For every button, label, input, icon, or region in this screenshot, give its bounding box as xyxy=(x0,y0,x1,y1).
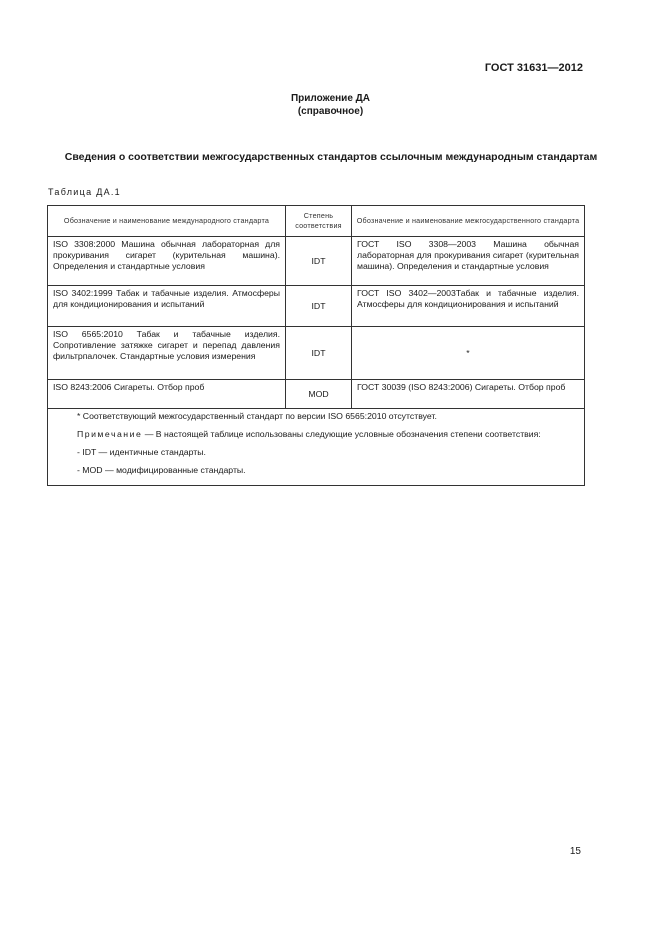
footnote: * Соответствующий межгосударственный стандарт по версии ISO 6565:2010 отсутствует. xyxy=(77,411,437,421)
section-title: Сведения о соответствии межгосударственных стандартов ссылочным международным стандартам xyxy=(64,151,598,163)
note-label: Примечание xyxy=(77,429,143,439)
cell-national: ГОСТ ISO 3308—2003 Машина обычная лабораторная для прокуривания сигарет (курительная машина). Определения и стандартные условия xyxy=(352,237,585,286)
table-notes-row xyxy=(48,409,585,486)
cell-degree: IDT xyxy=(286,327,352,380)
cell-national: * xyxy=(352,327,585,380)
cell-international: ISO 6565:2010 Табак и табачные изделия. Сопротивление затяжке сигарет и перепад давления фильтрпалочек. Стандартные условия измерения xyxy=(48,327,286,380)
table-header-row xyxy=(48,206,585,237)
cell-degree: IDT xyxy=(286,237,352,286)
appendix-type: (справочное) xyxy=(297,106,364,117)
header-national: Обозначение и наименование межгосударственного стандарта xyxy=(352,206,585,237)
cell-degree: IDT xyxy=(286,286,352,327)
note xyxy=(53,429,579,440)
note-text: — В настоящей таблице использованы следующие условные обозначения степени соответствия: xyxy=(142,429,541,439)
header-degree: Степень соответствия xyxy=(286,206,352,237)
table-row xyxy=(48,286,585,327)
cell-national: ГОСТ 30039 (ISO 8243:2006) Сигареты. Отбор проб xyxy=(352,380,585,409)
table-label: Таблица ДА.1 xyxy=(48,187,121,197)
correspondence-table xyxy=(47,205,585,486)
cell-degree: MOD xyxy=(286,380,352,409)
table-row xyxy=(48,380,585,409)
table-row xyxy=(48,237,585,286)
cell-international: ISO 3402:1999 Табак и табачные изделия. Атмосферы для кондиционирования и испытаний xyxy=(48,286,286,327)
cell-national: ГОСТ ISO 3402—2003Табак и табачные изделия. Атмосферы для кондиционирования и испытаний xyxy=(352,286,585,327)
appendix-label: Приложение ДА xyxy=(290,93,371,104)
table-row xyxy=(48,327,585,380)
table-notes xyxy=(48,409,585,486)
page-number: 15 xyxy=(569,846,581,857)
document-code: ГОСТ 31631—2012 xyxy=(484,62,583,74)
cell-international: ISO 3308:2000 Машина обычная лабораторная для прокуривания сигарет (курительная машина). Определения и стандартные условия xyxy=(48,237,286,286)
cell-international: ISO 8243:2006 Сигареты. Отбор проб xyxy=(48,380,286,409)
legend-item: - MOD — модифицированные стандарты. xyxy=(77,465,246,475)
appendix-heading xyxy=(0,92,661,118)
legend-item: - IDT — идентичные стандарты. xyxy=(77,447,206,457)
header-international: Обозначение и наименование международного стандарта xyxy=(48,206,286,237)
